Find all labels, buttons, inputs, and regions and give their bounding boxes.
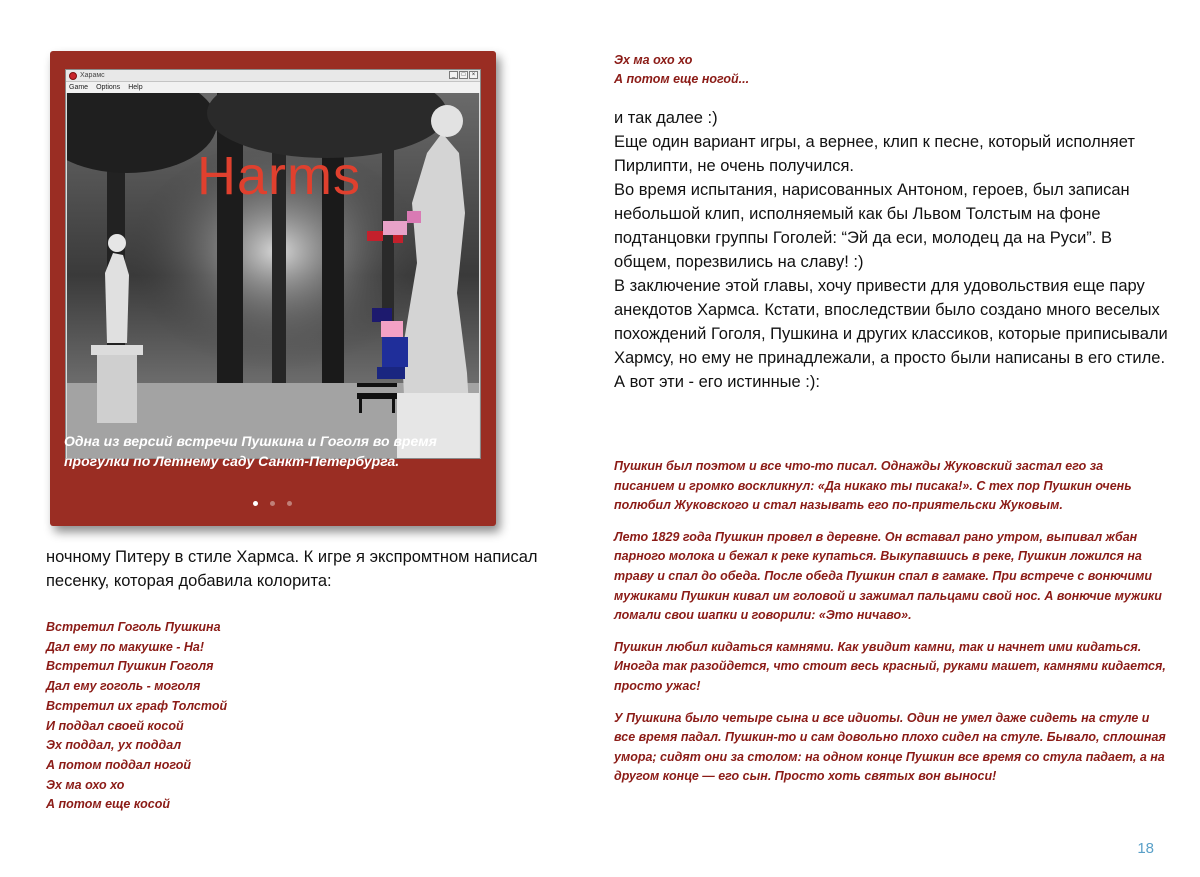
right-body-text [614, 106, 1170, 394]
window-titlebar [66, 70, 480, 82]
anecdotes-list [614, 457, 1166, 799]
menu-help: Help [128, 84, 143, 91]
poem-line: А потом еще косой [46, 797, 171, 812]
poem-line: А потом еще ногой... [614, 72, 750, 86]
paragraph: Еще один вариант игры, а вернее, клип к песне, который исполняет Пирлипти, не очень получился. [614, 133, 1135, 175]
anecdote: Лето 1829 года Пушкин провел в деревне. Он вставал рано утром, выпивал жбан парного молока и бежал к реке купаться. Выкупавшись в реке, Пушкин ложился на траву и спал до обеда. После обеда Пушкин спал в гамаке. При встрече с вонючими мужиками Пушкин кивал им головой и зажимал пальцами свой нос. А вонючие мужики ломали свои шапки и говорили: «Это ничаво». [614, 529, 1162, 623]
right-poem [614, 51, 1014, 89]
poem-line: Дал ему по макушке - На! [46, 639, 205, 654]
paragraph: Во время испытания, нарисованных Антоном, героев, был записан небольшой клип, исполняемый как бы Львом Толстым на фоне подтанцовки группы Гоголей: “Эй да еси, молодец да на Руси”. В общем, порезвились на славу! :) [614, 181, 1130, 271]
app-icon [69, 72, 77, 80]
poem-line: Эх ма охо хо [46, 777, 125, 792]
poem-line: Встретил Пушкин Гоголя [46, 659, 214, 674]
minimize-icon: _ [449, 71, 458, 79]
figure-card [50, 51, 496, 526]
paragraph: А вот эти - его истинные :): [614, 373, 820, 391]
paragraph: и так далее :) [614, 109, 718, 127]
poem-line: И поддал своей косой [46, 718, 184, 733]
window-controls [449, 71, 478, 79]
game-window-screenshot [65, 69, 481, 459]
carousel-dot-1[interactable] [253, 501, 258, 506]
figure-caption: Одна из версий встречи Пушкина и Гоголя во время прогулки по Летнему саду Санкт-Петербурга. [64, 433, 437, 469]
close-icon: × [469, 71, 478, 79]
anecdote: У Пушкина было четыре сына и все идиоты. Один не умел даже сидеть на стуле и все время падал. Пушкин-то и сам довольно плохо сидел на стуле. Бывало, сплошная умора; сидят они за столом: на одном конце Пушкин все время со стула падает, а на другом конце — его сын. Просто хоть святых вон выноси! [614, 710, 1166, 784]
anecdote: Пушкин любил кидаться камнями. Как увидит камни, так и начнет ими кидаться. Иногда так разойдется, что стоит весь красный, руками машет, камнями кидается, просто ужас! [614, 639, 1166, 693]
left-paragraph: ночному Питеру в стиле Хармса. К игре я экспромтном написал песенку, которая добавила колорита: [46, 548, 538, 590]
paragraph: В заключение этой главы, хочу привести для удовольствия еще пару анекдотов Хармса. Кстати, впоследствии было создано много веселых похождений Гоголя, Пушкина и других классиков, которые приписывали Хармсу, но ему не принадлежали, а просто были написаны в его стиле. [614, 277, 1168, 367]
page-number: 18 [1137, 840, 1154, 857]
poem-line: Дал ему гоголь - моголя [46, 679, 201, 694]
window-menubar [66, 82, 480, 93]
carousel-dot-3[interactable] [287, 501, 292, 506]
carousel-dot-2[interactable] [270, 501, 275, 506]
carousel-dots [253, 501, 292, 506]
window-title: Харамс [80, 72, 105, 79]
poem-line: Эх поддал, ух поддал [46, 738, 182, 753]
game-scene [67, 93, 479, 458]
poem-line: Эх ма охо хо [614, 53, 693, 67]
menu-options: Options [96, 84, 121, 91]
maximize-icon: □ [459, 71, 468, 79]
anecdote: Пушкин был поэтом и все что-то писал. Однажды Жуковский застал его за писанием и громко воскликнул: «Да никако ты писака!». С тех пор Пушкин очень полюбил Жуковского и стал называть его по-приятельски Жуковым. [614, 459, 1132, 513]
game-title-text: Harms [197, 146, 361, 206]
menu-game: Game [69, 84, 89, 91]
poem-line: Встретил Гоголь Пушкина [46, 620, 221, 634]
poem-line: Встретил их граф Толстой [46, 698, 228, 713]
poem-line: А потом поддал ногой [46, 757, 191, 772]
left-poem [46, 618, 446, 815]
